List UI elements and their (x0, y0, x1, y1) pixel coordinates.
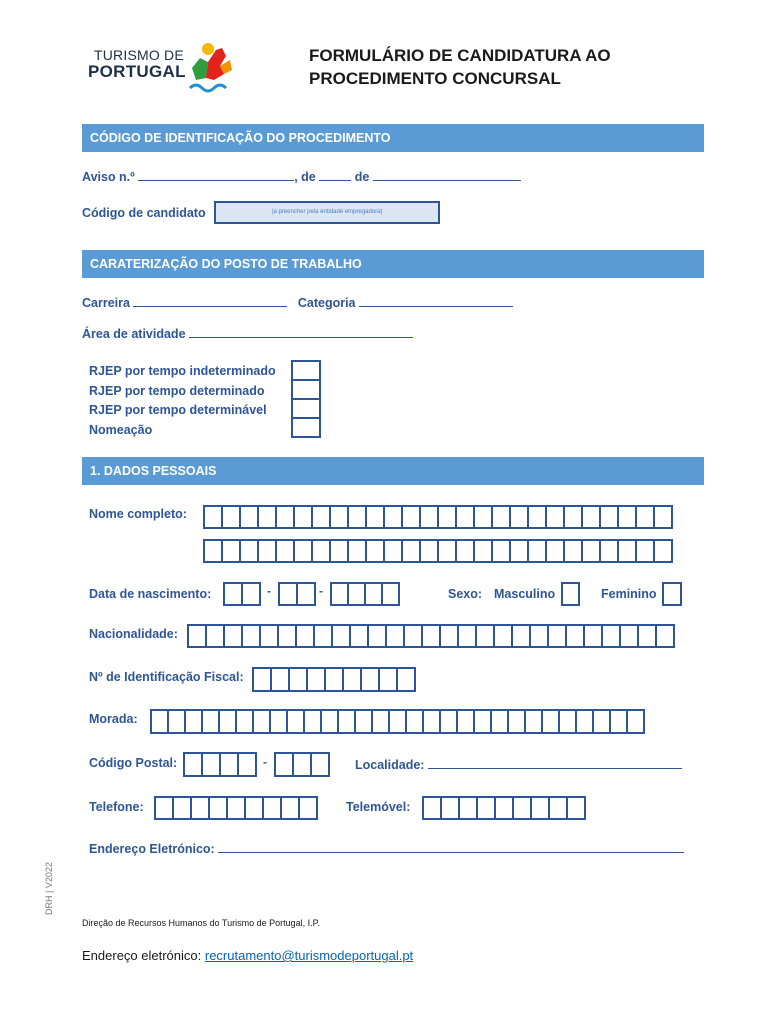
char-cell[interactable] (280, 796, 300, 820)
char-cell[interactable] (527, 505, 547, 529)
char-cell[interactable] (545, 539, 565, 563)
char-cell[interactable] (457, 624, 477, 648)
char-cell[interactable] (172, 796, 192, 820)
postal-code-cells-2[interactable] (274, 752, 328, 777)
option-indeterminado: RJEP por tempo indeterminado (89, 364, 276, 378)
char-cell[interactable] (329, 539, 349, 563)
char-cell[interactable] (383, 539, 403, 563)
birth-day-cells[interactable] (223, 582, 259, 606)
char-cell[interactable] (512, 796, 532, 820)
char-cell[interactable] (473, 505, 493, 529)
char-cell[interactable] (275, 539, 295, 563)
contract-options (89, 362, 276, 440)
turismo-logo-icon (186, 40, 238, 94)
candidate-code-label: Código de candidato (82, 206, 206, 220)
char-cell[interactable] (653, 505, 673, 529)
char-cell[interactable] (187, 624, 207, 648)
categoria-field[interactable] (359, 294, 513, 307)
char-cell[interactable] (296, 582, 316, 606)
char-cell[interactable] (378, 667, 398, 692)
aviso-year-field[interactable] (373, 168, 521, 181)
nome-cells-row1[interactable] (203, 505, 671, 529)
char-cell[interactable] (203, 505, 223, 529)
section-procedure-code: CÓDIGO DE IDENTIFICAÇÃO DO PROCEDIMENTO (82, 124, 704, 152)
char-cell[interactable] (288, 667, 308, 692)
title-line1: FORMULÁRIO DE CANDIDATURA AO (309, 46, 611, 65)
char-cell[interactable] (381, 582, 400, 606)
char-cell[interactable] (419, 539, 439, 563)
char-cell[interactable] (295, 624, 315, 648)
char-cell[interactable] (455, 505, 475, 529)
option-determinavel: RJEP por tempo determinável (89, 403, 267, 417)
char-cell[interactable] (190, 796, 210, 820)
checkbox-indeterminado[interactable] (291, 360, 321, 381)
char-cell[interactable] (599, 505, 619, 529)
char-cell[interactable] (422, 796, 442, 820)
char-cell[interactable] (626, 709, 645, 734)
aviso-row (82, 168, 521, 184)
char-cell[interactable] (396, 667, 416, 692)
char-cell[interactable] (548, 796, 568, 820)
aviso-number-field[interactable] (138, 168, 294, 181)
char-cell[interactable] (475, 624, 495, 648)
localidade-row (355, 756, 682, 772)
char-cell[interactable] (311, 505, 331, 529)
char-cell[interactable] (455, 539, 475, 563)
char-cell[interactable] (244, 796, 264, 820)
localidade-label: Localidade: (355, 758, 425, 772)
char-cell[interactable] (223, 624, 243, 648)
birth-year-cells[interactable] (330, 582, 398, 606)
char-cell[interactable] (278, 582, 298, 606)
char-cell[interactable] (617, 539, 637, 563)
char-cell[interactable] (219, 752, 239, 777)
char-cell[interactable] (342, 667, 362, 692)
option-nomeacao: Nomeação (89, 422, 153, 437)
char-cell[interactable] (509, 539, 529, 563)
char-cell[interactable] (270, 667, 290, 692)
aviso-de1: , de (294, 170, 316, 184)
char-cell[interactable] (437, 539, 457, 563)
area-field[interactable] (189, 325, 413, 338)
char-cell[interactable] (473, 539, 493, 563)
birth-dash-1: - (267, 584, 271, 598)
morada-cells[interactable] (150, 709, 643, 734)
char-cell[interactable] (365, 505, 385, 529)
nome-cells-row2[interactable] (203, 539, 671, 563)
char-cell[interactable] (293, 539, 313, 563)
postal-code-label: Código Postal: (89, 756, 178, 770)
char-cell[interactable] (385, 624, 405, 648)
char-cell[interactable] (491, 539, 511, 563)
char-cell[interactable] (257, 505, 277, 529)
char-cell[interactable] (331, 624, 351, 648)
char-cell[interactable] (349, 624, 369, 648)
feminino-label: Feminino (601, 587, 657, 601)
section-personal-data: 1. DADOS PESSOAIS (82, 457, 704, 485)
postal-code-cells-1[interactable] (183, 752, 255, 777)
char-cell[interactable] (583, 624, 603, 648)
char-cell[interactable] (298, 796, 318, 820)
char-cell[interactable] (306, 667, 326, 692)
char-cell[interactable] (183, 752, 203, 777)
char-cell[interactable] (529, 624, 549, 648)
birth-dash-2: - (319, 584, 323, 598)
char-cell[interactable] (635, 505, 655, 529)
area-label: Área de atividade (82, 327, 186, 341)
title-line2: PROCEDIMENTO CONCURSAL (309, 69, 561, 88)
char-cell[interactable] (653, 539, 673, 563)
char-cell[interactable] (617, 505, 637, 529)
char-cell[interactable] (581, 505, 601, 529)
char-cell[interactable] (476, 796, 496, 820)
char-cell[interactable] (367, 624, 387, 648)
char-cell[interactable] (154, 796, 174, 820)
aviso-de2: de (354, 170, 370, 184)
char-cell[interactable] (257, 539, 277, 563)
checkbox-determinavel[interactable] (291, 398, 321, 419)
char-cell[interactable] (313, 624, 333, 648)
aviso-day-field[interactable] (319, 168, 351, 181)
nacionalidade-cells[interactable] (187, 624, 673, 648)
char-cell[interactable] (262, 796, 282, 820)
char-cell[interactable] (208, 796, 228, 820)
char-cell[interactable] (439, 624, 459, 648)
aviso-label: Aviso n.º (82, 170, 135, 184)
footer-email-label: Endereço eletrónico: (82, 948, 202, 963)
postal-dash: - (263, 755, 267, 769)
char-cell[interactable] (545, 505, 565, 529)
char-cell[interactable] (221, 505, 241, 529)
char-cell[interactable] (205, 624, 225, 648)
morada-label: Morada: (89, 712, 138, 726)
telemovel-label: Telemóvel: (346, 800, 411, 814)
logo-line2: PORTUGAL (88, 62, 186, 81)
char-cell[interactable] (347, 539, 367, 563)
char-cell[interactable] (419, 505, 439, 529)
char-cell[interactable] (201, 752, 221, 777)
char-cell[interactable] (241, 582, 261, 606)
char-cell[interactable] (203, 539, 223, 563)
nif-cells[interactable] (252, 667, 414, 692)
char-cell[interactable] (619, 624, 639, 648)
char-cell[interactable] (599, 539, 619, 563)
email-row (89, 840, 684, 856)
telefone-label: Telefone: (89, 800, 144, 814)
document-title (309, 44, 611, 90)
char-cell[interactable] (310, 752, 330, 777)
char-cell[interactable] (458, 796, 478, 820)
char-cell[interactable] (563, 539, 583, 563)
nome-label: Nome completo: (89, 507, 187, 521)
footer-email-link[interactable]: recrutamento@turismodeportugal.pt (204, 948, 414, 963)
char-cell[interactable] (401, 539, 421, 563)
version-label: DRH | V2022 (44, 862, 54, 915)
char-cell[interactable] (601, 624, 621, 648)
char-cell[interactable] (494, 796, 514, 820)
char-cell[interactable] (421, 624, 441, 648)
char-cell[interactable] (324, 667, 344, 692)
sexo-label: Sexo: (448, 587, 483, 601)
area-row (82, 325, 413, 341)
char-cell[interactable] (274, 752, 294, 777)
career-row (82, 294, 513, 310)
telemovel-cells[interactable] (422, 796, 584, 820)
char-cell[interactable] (221, 539, 241, 563)
char-cell[interactable] (565, 624, 585, 648)
char-cell[interactable] (241, 624, 261, 648)
birthdate-label: Data de nascimento: (89, 587, 212, 601)
char-cell[interactable] (252, 667, 272, 692)
char-cell[interactable] (547, 624, 567, 648)
option-determinado: RJEP por tempo determinado (89, 383, 265, 398)
birth-month-cells[interactable] (278, 582, 314, 606)
char-cell[interactable] (259, 624, 279, 648)
char-cell[interactable] (530, 796, 550, 820)
carreira-label: Carreira (82, 296, 130, 310)
char-cell[interactable] (440, 796, 460, 820)
telefone-cells[interactable] (154, 796, 316, 820)
checkbox-nomeacao[interactable] (291, 417, 321, 438)
char-cell[interactable] (277, 624, 297, 648)
char-cell[interactable] (365, 539, 385, 563)
section-job: CARATERIZAÇÃO DO POSTO DE TRABALHO (82, 250, 704, 278)
char-cell[interactable] (509, 505, 529, 529)
char-cell[interactable] (292, 752, 312, 777)
char-cell[interactable] (293, 505, 313, 529)
char-cell[interactable] (635, 539, 655, 563)
email-label: Endereço Eletrónico: (89, 842, 215, 856)
carreira-field[interactable] (133, 294, 287, 307)
char-cell[interactable] (527, 539, 547, 563)
char-cell[interactable] (239, 505, 259, 529)
char-cell[interactable] (237, 752, 257, 777)
footer-org: Direção de Recursos Humanos do Turismo de Portugal, I.P. (82, 918, 320, 928)
char-cell[interactable] (383, 505, 403, 529)
char-cell[interactable] (491, 505, 511, 529)
char-cell[interactable] (226, 796, 246, 820)
char-cell[interactable] (563, 505, 583, 529)
char-cell[interactable] (437, 505, 457, 529)
char-cell[interactable] (311, 539, 331, 563)
char-cell[interactable] (581, 539, 601, 563)
char-cell[interactable] (275, 505, 295, 529)
footer-email-row (82, 948, 413, 963)
checkbox-determinado[interactable] (291, 379, 321, 400)
categoria-label: Categoria (297, 296, 356, 310)
char-cell[interactable] (493, 624, 513, 648)
char-cell[interactable] (511, 624, 531, 648)
masculino-checkbox[interactable] (561, 582, 580, 606)
char-cell[interactable] (401, 505, 421, 529)
char-cell[interactable] (655, 624, 675, 648)
char-cell[interactable] (566, 796, 586, 820)
char-cell[interactable] (637, 624, 657, 648)
masculino-label: Masculino (494, 587, 556, 601)
char-cell[interactable] (347, 505, 367, 529)
feminino-checkbox[interactable] (662, 582, 682, 606)
nif-label: Nº de Identificação Fiscal: (89, 670, 244, 684)
candidate-code-field: (a preencher pela entidade empregadora) (214, 201, 440, 224)
char-cell[interactable] (403, 624, 423, 648)
char-cell[interactable] (360, 667, 380, 692)
email-field[interactable] (218, 840, 684, 853)
contract-checkboxes (291, 360, 319, 438)
char-cell[interactable] (223, 582, 243, 606)
nacionalidade-label: Nacionalidade: (89, 627, 178, 641)
char-cell[interactable] (239, 539, 259, 563)
char-cell[interactable] (329, 505, 349, 529)
localidade-field[interactable] (428, 756, 682, 769)
logo-line1: TURISMO DE (94, 47, 184, 63)
